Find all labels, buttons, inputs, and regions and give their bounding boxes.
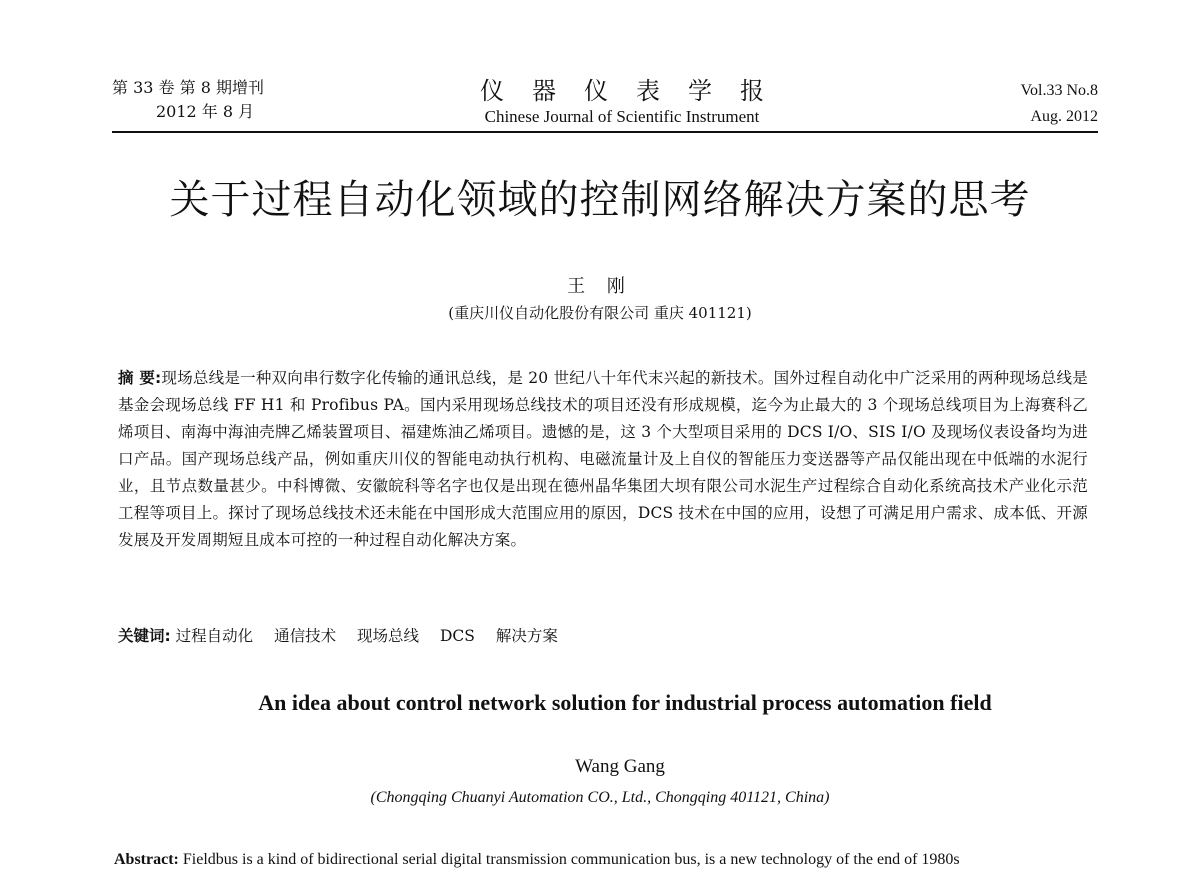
abstract-label: 摘 要: (118, 369, 162, 387)
keywords (118, 623, 1088, 650)
author: 王 刚 (567, 276, 633, 297)
journal-name-cn: 仪器仪表学报 (480, 77, 792, 105)
header-right (1021, 78, 1099, 130)
keyword: 解决方案 (495, 627, 558, 645)
english-author: Wang Gang (575, 756, 665, 777)
english-title: An idea about control network solution for industrial process automation field (258, 690, 992, 715)
header-center (412, 76, 832, 128)
keywords-label: 关键词: (118, 627, 171, 645)
english-abstract-label: Abstract: (114, 851, 179, 868)
volume-en: Vol.33 No.8 (1020, 82, 1098, 99)
keyword: 通信技术 (274, 627, 337, 645)
volume-issue-cn: 第 33 卷 第 8 期增刊 (112, 78, 264, 97)
header-rule (112, 131, 1098, 133)
affiliation: (重庆川仪自动化股份有限公司 重庆 401121) (448, 304, 752, 322)
keyword: 过程自动化 (175, 627, 254, 645)
english-affiliation: (Chongqing Chuanyi Automation CO., Ltd., Chongqing 401121, China) (370, 789, 830, 806)
keyword: 现场总线 (357, 627, 420, 645)
abstract-text: 现场总线是一种双向串行数字化传输的通讯总线，是 20 世纪八十年代末兴起的新技术。国外过程自动化中广泛采用的两种现场总线是基金会现场总线 FF H1 和 Profibus PA。国内采用现场总线技术的项目还没有形成规模，迄今为止最大的 3 个现场总线项目为上海赛科乙烯项目、南海中海油壳牌乙烯装置项目、福建炼油乙烯项目。遗憾的是，这 3 个大型项目采用的 DCS I/O、SIS I/O 及现场仪表设备均为进口产品。国产现场总线产品，例如重庆川仪的智能电动执行机构、电磁流量计及上自仪的智能压力变送器等产品仅能出现在中低端的水泥行业，且节点数量甚少。中科博微、安徽皖科等名字也仅是出现在德州晶华集团大坝有限公司水泥生产过程综合自动化系统高技术产业化示范工程等项目上。探讨了现场总线技术还未能在中国形成大范围应用的原因，DCS 技术在中国的应用，设想了可满足用户需求、成本低、开源发展及开发周期短且成本可控的一种过程自动化解决方案。 (118, 369, 1088, 549)
date-en: Aug. 2012 (1030, 108, 1098, 125)
english-abstract (114, 851, 1194, 869)
journal-header (112, 76, 1098, 136)
date-cn: 2012 年 8 月 (156, 102, 255, 121)
english-abstract-text: Fieldbus is a kind of bidirectional serial digital transmission communication bus, is a new technology of the end of 1980s (182, 851, 960, 868)
keyword: DCS (440, 627, 475, 645)
header-left (112, 76, 332, 124)
journal-name-en: Chinese Journal of Scientific Instrument (484, 107, 760, 126)
abstract-cn (118, 365, 1088, 554)
paper-title: 关于过程自动化领域的控制网络解决方案的思考 (169, 177, 1031, 223)
